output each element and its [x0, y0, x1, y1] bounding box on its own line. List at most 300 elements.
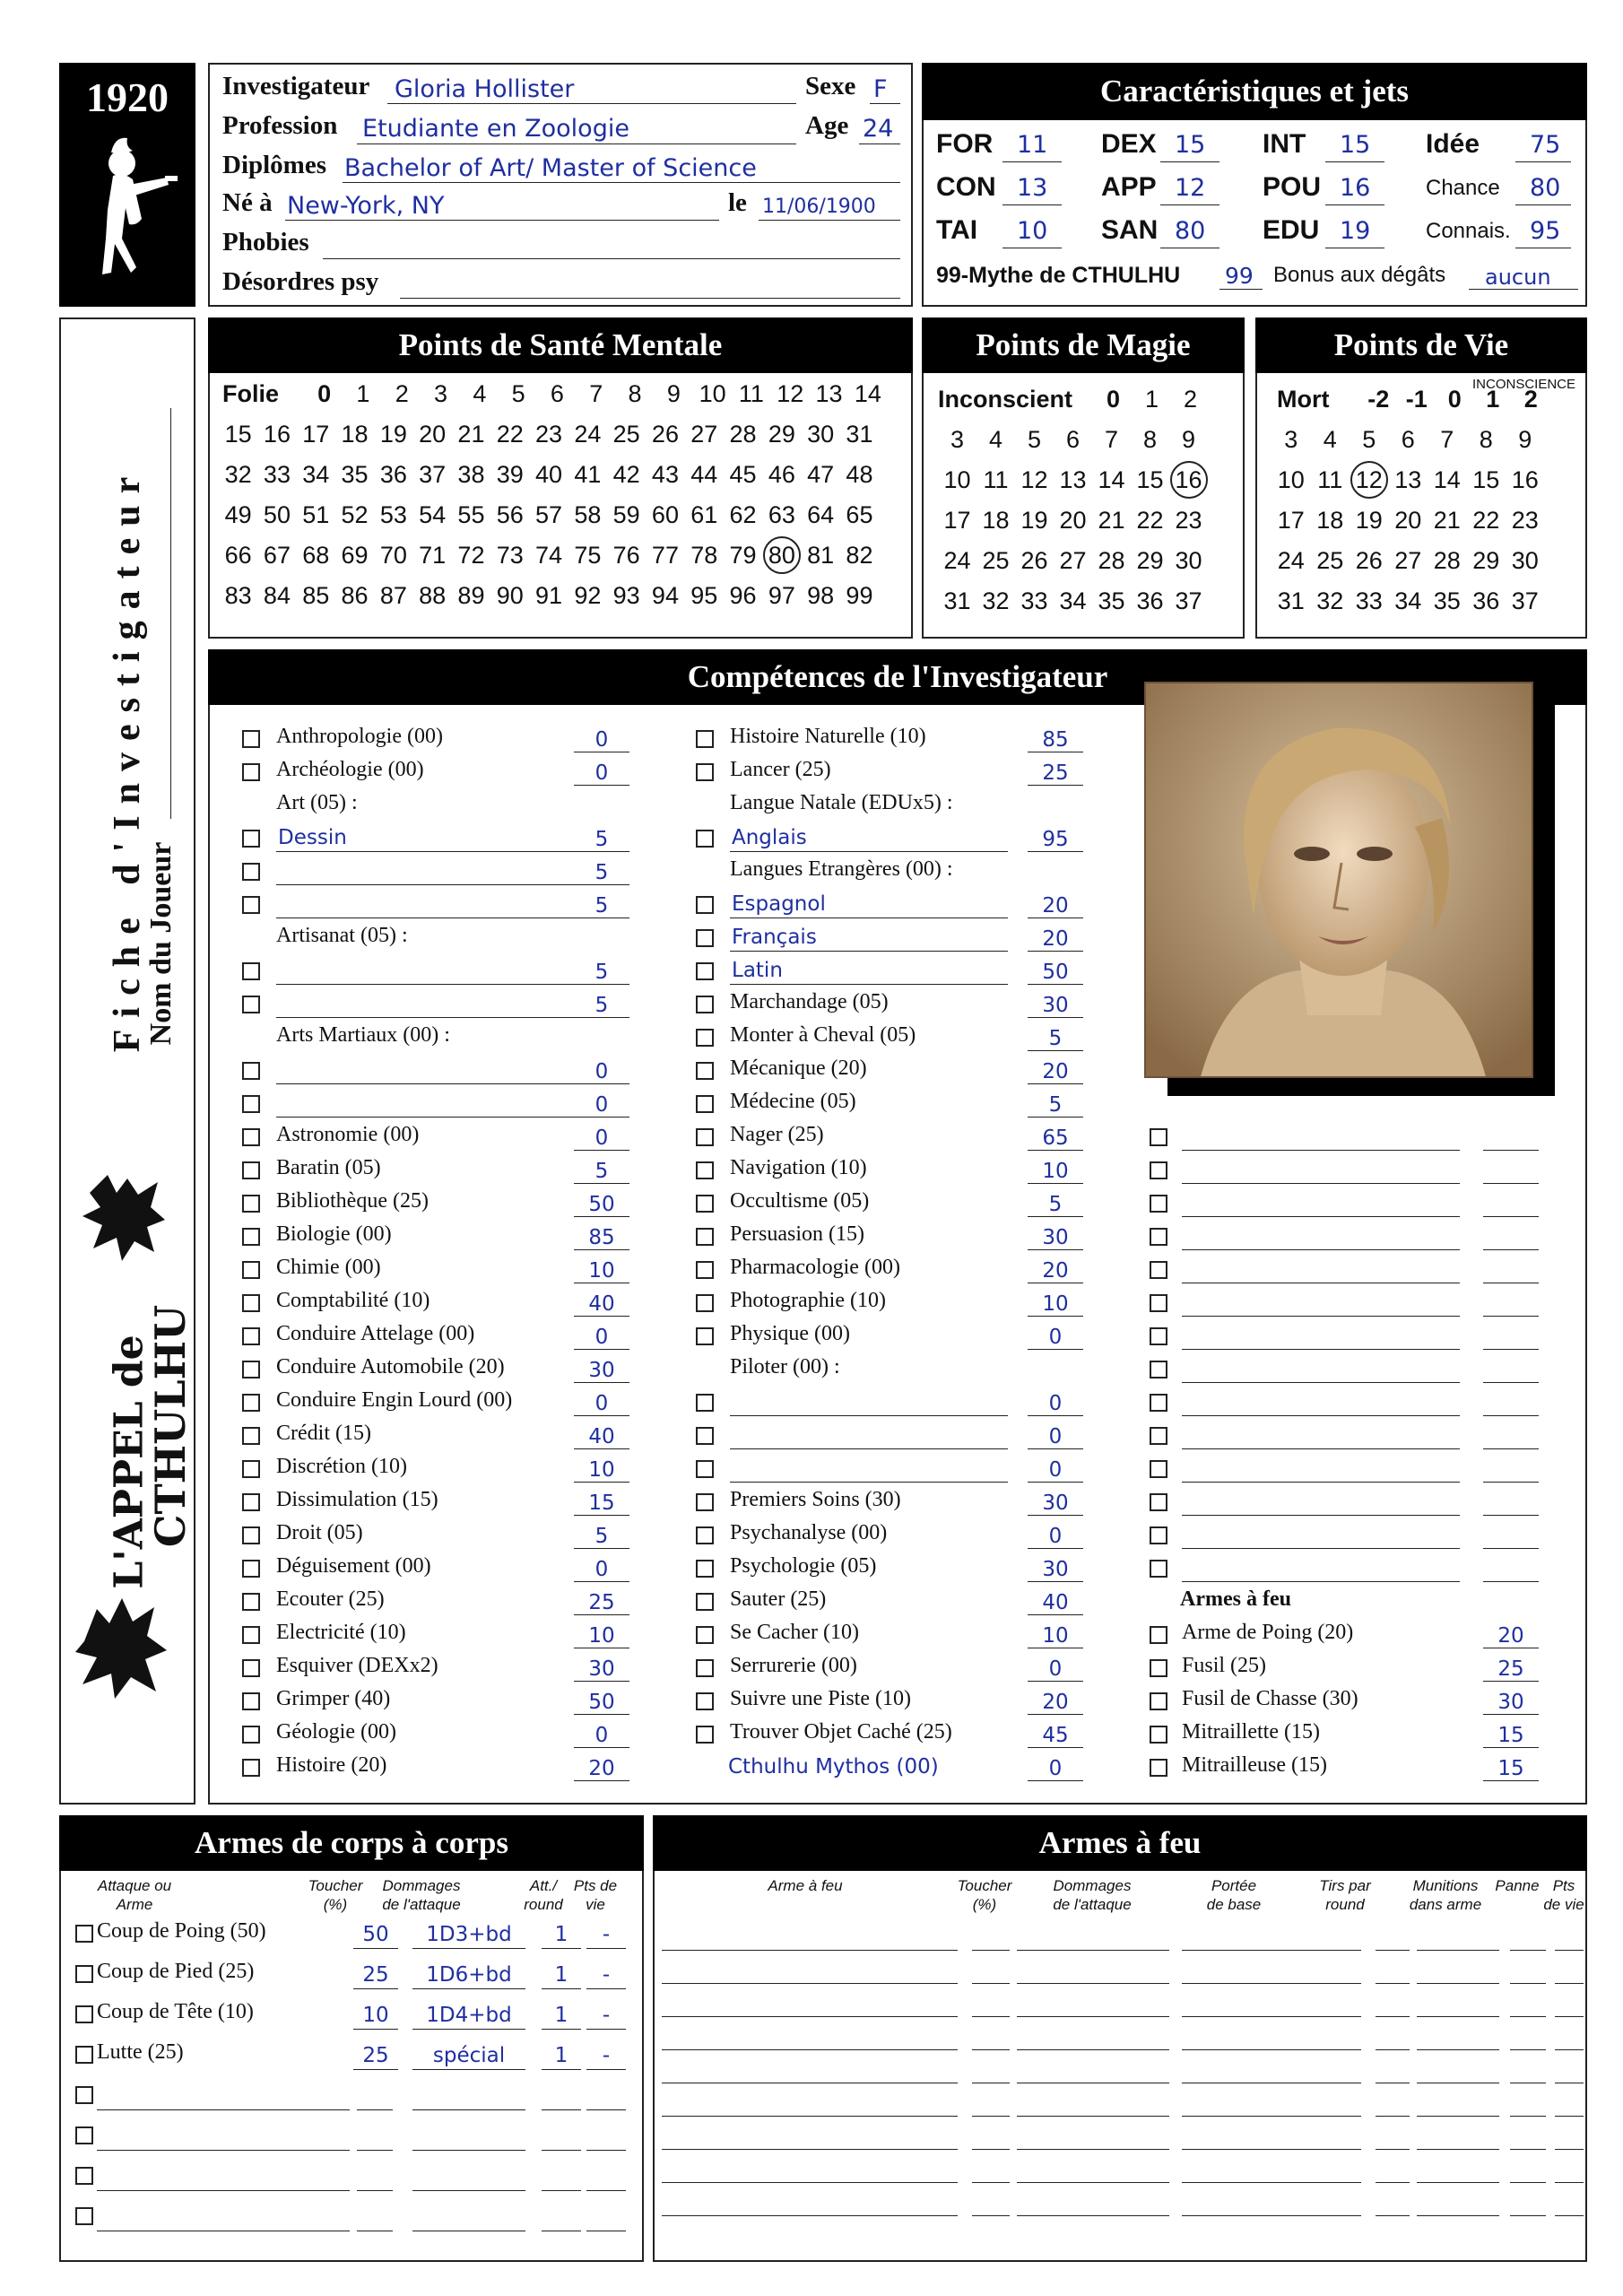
san-box[interactable]: 37 — [419, 461, 447, 488]
magie-box[interactable]: 18 — [982, 507, 1010, 534]
melee-pts-value[interactable]: - — [602, 1963, 611, 1987]
skill-checkbox[interactable] — [696, 1692, 714, 1710]
melee-checkbox[interactable] — [75, 2046, 93, 2064]
skill-checkbox[interactable] — [696, 1128, 714, 1146]
skill-checkbox[interactable] — [242, 1659, 260, 1677]
san-box[interactable]: 13 — [815, 380, 843, 407]
vie-box[interactable]: 4 — [1323, 426, 1337, 453]
skill-value[interactable]: 0 — [595, 1724, 609, 1747]
firearm-blank-cell[interactable] — [662, 2049, 958, 2050]
skill-value[interactable]: 5 — [595, 894, 609, 918]
magie-box[interactable]: 4 — [988, 426, 1003, 453]
carac-value[interactable]: 16 — [1340, 174, 1371, 202]
vie-box[interactable]: 16 — [1511, 466, 1539, 493]
san-box[interactable]: 38 — [457, 461, 485, 488]
firearm-blank-cell[interactable] — [1555, 2149, 1584, 2150]
skill-value[interactable]: 85 — [1042, 728, 1069, 752]
skill-checkbox[interactable] — [242, 1195, 260, 1213]
san-box[interactable]: 34 — [302, 461, 330, 488]
san-box[interactable]: 43 — [651, 461, 679, 488]
vie-box[interactable]: 22 — [1472, 507, 1500, 534]
firearm-blank-cell[interactable] — [1376, 1950, 1410, 1951]
skill-value[interactable]: 25 — [588, 1591, 615, 1614]
skill-checkbox[interactable] — [242, 1526, 260, 1544]
firearm-blank-cell[interactable] — [1417, 2215, 1499, 2216]
firearm-blank-cell[interactable] — [662, 2016, 958, 2017]
vie-box[interactable]: 3 — [1284, 426, 1298, 453]
specialty-line[interactable] — [276, 884, 581, 885]
san-box[interactable]: 17 — [302, 421, 330, 448]
vie-box[interactable]: 18 — [1316, 507, 1344, 534]
player-name-line[interactable] — [170, 408, 171, 819]
san-box[interactable]: 75 — [574, 542, 602, 569]
san-box[interactable]: 67 — [263, 542, 291, 569]
san-box[interactable]: 27 — [690, 421, 718, 448]
san-box[interactable]: 87 — [379, 582, 407, 609]
skill-value-line[interactable] — [1483, 1150, 1539, 1151]
firearm-blank-cell[interactable] — [1017, 1950, 1169, 1951]
san-box[interactable]: 28 — [729, 421, 757, 448]
skill-checkbox[interactable] — [1150, 1327, 1167, 1345]
magie-box[interactable]: 13 — [1059, 466, 1087, 493]
magie-box[interactable]: 35 — [1098, 587, 1125, 614]
vie-box[interactable]: 27 — [1394, 547, 1422, 574]
vie-box[interactable]: 29 — [1472, 547, 1500, 574]
skill-checkbox[interactable] — [1150, 1726, 1167, 1744]
skill-value[interactable]: 5 — [595, 1160, 609, 1183]
skill-value[interactable]: 0 — [1048, 1425, 1063, 1448]
custom-skill-line[interactable] — [1182, 1548, 1460, 1549]
firearm-blank-cell[interactable] — [662, 2149, 958, 2150]
firearm-blank-cell[interactable] — [972, 1983, 1010, 1984]
san-box[interactable]: 1 — [356, 380, 370, 407]
skill-checkbox[interactable] — [696, 1228, 714, 1246]
magie-box[interactable]: 1 — [1144, 386, 1159, 413]
vie-box[interactable]: 13 — [1394, 466, 1422, 493]
vie-box[interactable]: 31 — [1277, 587, 1305, 614]
san-box[interactable]: 99 — [846, 582, 873, 609]
skill-value[interactable]: 0 — [1048, 1757, 1063, 1780]
specialty-line[interactable] — [276, 1017, 581, 1018]
skill-checkbox[interactable] — [1150, 1195, 1167, 1213]
melee-att-value[interactable]: 1 — [554, 1923, 568, 1946]
san-box[interactable]: 82 — [846, 542, 873, 569]
firearm-blank-cell[interactable] — [662, 2116, 958, 2117]
vie-box[interactable]: 28 — [1433, 547, 1461, 574]
melee-checkbox[interactable] — [75, 2167, 93, 2185]
san-box[interactable]: 4 — [473, 380, 487, 407]
san-box[interactable]: 52 — [341, 501, 369, 528]
melee-att-value[interactable]: 1 — [554, 2004, 568, 2027]
specialty-line[interactable] — [730, 1448, 1008, 1449]
firearm-blank-cell[interactable] — [1555, 2182, 1584, 2183]
firearm-blank-cell[interactable] — [1182, 2049, 1361, 2050]
san-box[interactable]: 72 — [457, 542, 485, 569]
custom-skill-line[interactable] — [1182, 1183, 1460, 1184]
san-box[interactable]: 15 — [224, 421, 252, 448]
san-box[interactable]: 70 — [379, 542, 407, 569]
skill-value-line[interactable] — [1483, 1183, 1539, 1184]
magie-box[interactable]: 20 — [1059, 507, 1087, 534]
vie-box[interactable]: -1 — [1405, 386, 1428, 413]
san-box[interactable]: 47 — [807, 461, 835, 488]
melee-dommages-value[interactable]: 1D3+bd — [426, 1923, 512, 1946]
vie-box[interactable]: 14 — [1433, 466, 1461, 493]
vie-box[interactable]: 24 — [1277, 547, 1305, 574]
skill-checkbox[interactable] — [1150, 1361, 1167, 1378]
skill-value-line[interactable] — [1483, 1415, 1539, 1416]
skill-checkbox[interactable] — [1150, 1228, 1167, 1246]
profession-value[interactable]: Etudiante en Zoologie — [362, 115, 629, 143]
skill-value[interactable]: 10 — [1042, 1292, 1069, 1316]
san-box[interactable]: 74 — [535, 542, 563, 569]
carac-value[interactable]: 10 — [1017, 217, 1048, 245]
skill-checkbox[interactable] — [1150, 1394, 1167, 1412]
san-box[interactable]: 98 — [807, 582, 835, 609]
skill-value[interactable]: 30 — [1497, 1691, 1524, 1714]
magie-box[interactable]: 11 — [983, 466, 1009, 493]
melee-checkbox[interactable] — [75, 1965, 93, 1983]
san-box[interactable]: 86 — [341, 582, 369, 609]
skill-value[interactable]: 5 — [595, 961, 609, 984]
melee-blank-cell[interactable] — [586, 2150, 626, 2151]
vie-box[interactable]: 15 — [1472, 466, 1500, 493]
firearm-blank-cell[interactable] — [1555, 1950, 1584, 1951]
melee-dommages-value[interactable]: 1D6+bd — [426, 1963, 512, 1987]
san-box[interactable]: 32 — [224, 461, 252, 488]
carac-value[interactable]: 80 — [1175, 217, 1206, 245]
skill-value[interactable]: 30 — [1042, 994, 1069, 1017]
san-box[interactable]: 84 — [263, 582, 291, 609]
carac-value[interactable]: 11 — [1017, 131, 1048, 159]
magie-box[interactable]: 7 — [1104, 426, 1119, 453]
melee-blank-cell[interactable] — [542, 2190, 581, 2191]
san-box[interactable]: 92 — [574, 582, 602, 609]
san-box[interactable]: 81 — [807, 542, 835, 569]
firearm-blank-cell[interactable] — [1555, 2215, 1584, 2216]
melee-blank-cell[interactable] — [586, 2109, 626, 2110]
skill-checkbox[interactable] — [242, 1394, 260, 1412]
magie-box[interactable]: 26 — [1020, 547, 1048, 574]
skill-value[interactable]: 10 — [588, 1624, 615, 1648]
vie-box[interactable]: 2 — [1523, 386, 1538, 413]
skill-checkbox[interactable] — [242, 1062, 260, 1080]
skill-checkbox[interactable] — [1150, 1626, 1167, 1644]
date-value[interactable]: 11/06/1900 — [762, 196, 876, 218]
san-box[interactable]: 36 — [379, 461, 407, 488]
skill-checkbox[interactable] — [696, 1526, 714, 1544]
vie-box[interactable]: 1 — [1486, 386, 1500, 413]
firearm-blank-cell[interactable] — [1376, 2016, 1410, 2017]
melee-blank-line[interactable] — [97, 2150, 350, 2151]
skill-value-line[interactable] — [1483, 1316, 1539, 1317]
san-box[interactable]: 41 — [574, 461, 602, 488]
skill-checkbox[interactable] — [242, 830, 260, 848]
san-box[interactable]: 16 — [263, 421, 291, 448]
skill-checkbox[interactable] — [696, 1394, 714, 1412]
ne-a-value[interactable]: New-York, NY — [287, 192, 445, 220]
skill-checkbox[interactable] — [242, 1261, 260, 1279]
san-box[interactable]: 56 — [496, 501, 524, 528]
san-box[interactable]: 71 — [419, 542, 447, 569]
san-box[interactable]: 73 — [496, 542, 524, 569]
magie-box[interactable]: 22 — [1136, 507, 1164, 534]
carac-value[interactable]: 80 — [1530, 174, 1561, 202]
skill-value[interactable]: 5 — [595, 828, 609, 851]
san-box[interactable]: 51 — [302, 501, 330, 528]
san-box[interactable]: 3 — [434, 380, 448, 407]
custom-skill-line[interactable] — [1182, 1482, 1460, 1483]
magie-box[interactable]: 15 — [1136, 466, 1164, 493]
skill-value[interactable]: 0 — [595, 728, 609, 752]
san-box[interactable]: 19 — [379, 421, 407, 448]
skill-value[interactable]: 0 — [1048, 1657, 1063, 1681]
carac-value[interactable]: 75 — [1530, 131, 1561, 159]
vie-box[interactable]: 5 — [1362, 426, 1376, 453]
san-box[interactable]: 90 — [496, 582, 524, 609]
skill-value[interactable]: 40 — [588, 1292, 615, 1316]
magie-box[interactable]: 34 — [1059, 587, 1087, 614]
specialty-line[interactable] — [730, 1482, 1008, 1483]
magie-box[interactable]: 30 — [1175, 547, 1202, 574]
sexe-value[interactable]: F — [873, 75, 888, 103]
san-box[interactable]: 29 — [768, 421, 795, 448]
skill-value[interactable]: 85 — [588, 1226, 615, 1249]
skill-value[interactable]: 20 — [1042, 1259, 1069, 1283]
san-box[interactable]: 58 — [574, 501, 602, 528]
skill-value[interactable]: 30 — [588, 1359, 615, 1382]
skill-checkbox[interactable] — [1150, 1526, 1167, 1544]
vie-box[interactable]: 23 — [1511, 507, 1539, 534]
bonus-value[interactable]: aucun — [1485, 265, 1551, 290]
firearm-blank-cell[interactable] — [1417, 1983, 1499, 1984]
firearm-blank-cell[interactable] — [662, 2215, 958, 2216]
firearm-blank-cell[interactable] — [1017, 2182, 1169, 2183]
firearm-blank-cell[interactable] — [1182, 2116, 1361, 2117]
skill-value[interactable]: 0 — [1048, 1458, 1063, 1482]
melee-att-value[interactable]: 1 — [554, 2044, 568, 2067]
san-box[interactable]: 88 — [419, 582, 447, 609]
magie-box[interactable]: 17 — [943, 507, 971, 534]
melee-checkbox[interactable] — [75, 2207, 93, 2225]
skill-value[interactable]: 0 — [595, 1392, 609, 1415]
san-box[interactable]: 50 — [263, 501, 291, 528]
vie-box[interactable]: 30 — [1511, 547, 1539, 574]
skill-value[interactable]: 5 — [1048, 1093, 1063, 1117]
carac-value[interactable]: 95 — [1530, 217, 1561, 245]
melee-blank-cell[interactable] — [412, 2109, 525, 2110]
skill-value[interactable]: 65 — [1042, 1126, 1069, 1150]
custom-skill-line[interactable] — [1182, 1150, 1460, 1151]
melee-att-value[interactable]: 1 — [554, 1963, 568, 1987]
skill-checkbox[interactable] — [696, 1327, 714, 1345]
firearm-blank-cell[interactable] — [662, 2182, 958, 2183]
san-box[interactable]: 8 — [628, 380, 642, 407]
vie-box[interactable]: 7 — [1440, 426, 1454, 453]
skill-value[interactable]: 20 — [1042, 1060, 1069, 1083]
custom-skill-line[interactable] — [1182, 1382, 1460, 1383]
san-box[interactable]: 57 — [535, 501, 563, 528]
skill-checkbox[interactable] — [1150, 1460, 1167, 1478]
firearm-blank-cell[interactable] — [1417, 1950, 1499, 1951]
magie-box[interactable]: 23 — [1175, 507, 1202, 534]
magie-box[interactable]: 0 — [1106, 386, 1121, 413]
skill-checkbox[interactable] — [242, 1560, 260, 1578]
san-box[interactable]: 24 — [574, 421, 602, 448]
skill-checkbox[interactable] — [1150, 1294, 1167, 1312]
magie-box[interactable]: 8 — [1142, 426, 1158, 453]
custom-skill-line[interactable] — [1182, 1349, 1460, 1350]
skill-checkbox[interactable] — [696, 1460, 714, 1478]
specialty-line[interactable] — [276, 984, 581, 985]
san-box[interactable]: 26 — [651, 421, 679, 448]
melee-pts-value[interactable]: - — [602, 2044, 611, 2067]
vie-box[interactable]: 35 — [1433, 587, 1461, 614]
melee-dommages-value[interactable]: spécial — [432, 2044, 506, 2067]
san-box[interactable]: 9 — [666, 380, 681, 407]
firearm-blank-cell[interactable] — [1376, 2049, 1410, 2050]
melee-pts-value[interactable]: - — [602, 1923, 611, 1946]
san-box[interactable]: 76 — [612, 542, 640, 569]
firearm-blank-cell[interactable] — [1555, 2016, 1584, 2017]
skill-value-line[interactable] — [1483, 1581, 1539, 1582]
magie-box[interactable]: 9 — [1181, 426, 1196, 453]
vie-box[interactable]: 10 — [1277, 466, 1305, 493]
skill-checkbox[interactable] — [696, 1560, 714, 1578]
vie-box[interactable]: 26 — [1355, 547, 1383, 574]
skill-checkbox[interactable] — [696, 1626, 714, 1644]
san-box[interactable]: 46 — [768, 461, 795, 488]
san-box[interactable]: 68 — [302, 542, 330, 569]
skill-value[interactable]: 25 — [1042, 761, 1069, 785]
skill-value[interactable]: 0 — [595, 1060, 609, 1083]
skill-checkbox[interactable] — [696, 763, 714, 781]
melee-checkbox[interactable] — [75, 1925, 93, 1943]
firearm-blank-cell[interactable] — [1510, 1950, 1546, 1951]
skill-value[interactable]: 50 — [588, 1193, 615, 1216]
skill-value[interactable]: 20 — [588, 1757, 615, 1780]
skill-checkbox[interactable] — [696, 830, 714, 848]
skill-value[interactable]: 10 — [1042, 1624, 1069, 1648]
san-box[interactable]: 0 — [317, 380, 332, 407]
melee-checkbox[interactable] — [75, 2005, 93, 2023]
skill-value[interactable]: 30 — [1042, 1558, 1069, 1581]
skill-value-line[interactable] — [1483, 1382, 1539, 1383]
skill-value[interactable]: 0 — [1048, 1525, 1063, 1548]
skill-value[interactable]: 5 — [1048, 1027, 1063, 1050]
skill-checkbox[interactable] — [242, 996, 260, 1013]
vie-box[interactable]: 34 — [1394, 587, 1422, 614]
skill-value[interactable]: 15 — [588, 1492, 615, 1515]
vie-box[interactable]: 32 — [1316, 587, 1344, 614]
skill-value-line[interactable] — [1483, 1548, 1539, 1549]
skill-value[interactable]: 40 — [1042, 1591, 1069, 1614]
melee-toucher-value[interactable]: 25 — [362, 2044, 389, 2067]
custom-skill-line[interactable] — [1182, 1448, 1460, 1449]
san-box[interactable]: 20 — [419, 421, 447, 448]
skill-checkbox[interactable] — [242, 1427, 260, 1445]
skill-checkbox[interactable] — [696, 896, 714, 914]
skill-checkbox[interactable] — [696, 1659, 714, 1677]
skill-value[interactable]: 0 — [1048, 1326, 1063, 1349]
melee-checkbox[interactable] — [75, 2126, 93, 2144]
firearm-blank-cell[interactable] — [1417, 2016, 1499, 2017]
skill-checkbox[interactable] — [696, 929, 714, 947]
diplomes-value[interactable]: Bachelor of Art/ Master of Science — [344, 154, 757, 182]
san-box[interactable]: 63 — [768, 501, 795, 528]
san-box[interactable]: 53 — [379, 501, 407, 528]
firearm-blank-cell[interactable] — [972, 2116, 1010, 2117]
magie-box[interactable]: 3 — [950, 426, 965, 453]
skill-value-line[interactable] — [1483, 1482, 1539, 1483]
skill-checkbox[interactable] — [242, 1228, 260, 1246]
skill-checkbox[interactable] — [696, 1261, 714, 1279]
firearm-blank-cell[interactable] — [1510, 2149, 1546, 2150]
age-value[interactable]: 24 — [863, 115, 894, 143]
skill-checkbox[interactable] — [242, 1095, 260, 1113]
san-box[interactable]: 93 — [612, 582, 640, 609]
firearm-blank-cell[interactable] — [1510, 2182, 1546, 2183]
specialty-line[interactable] — [276, 1083, 581, 1084]
san-box[interactable]: 83 — [224, 582, 252, 609]
san-box[interactable]: 40 — [535, 461, 563, 488]
skill-value[interactable]: 0 — [595, 1326, 609, 1349]
specialty-name[interactable]: Latin — [732, 959, 783, 982]
firearm-blank-cell[interactable] — [1017, 2016, 1169, 2017]
skill-value[interactable]: 10 — [1042, 1160, 1069, 1183]
san-box[interactable]: 96 — [729, 582, 757, 609]
san-box[interactable]: 80 — [768, 542, 795, 569]
carac-value[interactable]: 12 — [1175, 174, 1206, 202]
firearm-blank-cell[interactable] — [1017, 1983, 1169, 1984]
vie-box[interactable]: 8 — [1479, 426, 1493, 453]
san-box[interactable]: 97 — [768, 582, 795, 609]
skill-checkbox[interactable] — [242, 1692, 260, 1710]
skill-checkbox[interactable] — [242, 763, 260, 781]
skill-value[interactable]: 5 — [1048, 1193, 1063, 1216]
skill-value[interactable]: 20 — [1497, 1624, 1524, 1648]
firearm-blank-cell[interactable] — [1182, 1983, 1361, 1984]
san-box[interactable]: 6 — [550, 380, 564, 407]
skill-checkbox[interactable] — [242, 863, 260, 881]
vie-box[interactable]: 19 — [1355, 507, 1383, 534]
skill-checkbox[interactable] — [242, 1161, 260, 1179]
skill-value[interactable]: 50 — [588, 1691, 615, 1714]
skill-checkbox[interactable] — [696, 1095, 714, 1113]
firearm-blank-cell[interactable] — [972, 2215, 1010, 2216]
skill-value[interactable]: 0 — [595, 761, 609, 785]
firearm-blank-cell[interactable] — [1376, 2215, 1410, 2216]
custom-skill-line[interactable] — [1182, 1415, 1460, 1416]
specialty-line[interactable] — [730, 851, 1008, 852]
san-box[interactable]: 59 — [612, 501, 640, 528]
san-box[interactable]: 44 — [690, 461, 718, 488]
skill-checkbox[interactable] — [242, 730, 260, 748]
magie-box[interactable]: 21 — [1098, 507, 1125, 534]
skill-checkbox[interactable] — [242, 1294, 260, 1312]
melee-checkbox[interactable] — [75, 2086, 93, 2104]
melee-blank-cell[interactable] — [412, 2150, 525, 2151]
skill-checkbox[interactable] — [242, 1327, 260, 1345]
melee-pts-value[interactable]: - — [602, 2004, 611, 2027]
san-box[interactable]: 42 — [612, 461, 640, 488]
skill-value[interactable]: 40 — [588, 1425, 615, 1448]
vie-box[interactable]: 9 — [1518, 426, 1532, 453]
san-box[interactable]: 85 — [302, 582, 330, 609]
skill-checkbox[interactable] — [696, 962, 714, 980]
skill-value[interactable]: 0 — [595, 1093, 609, 1117]
specialty-name[interactable]: Espagnol — [732, 892, 826, 916]
